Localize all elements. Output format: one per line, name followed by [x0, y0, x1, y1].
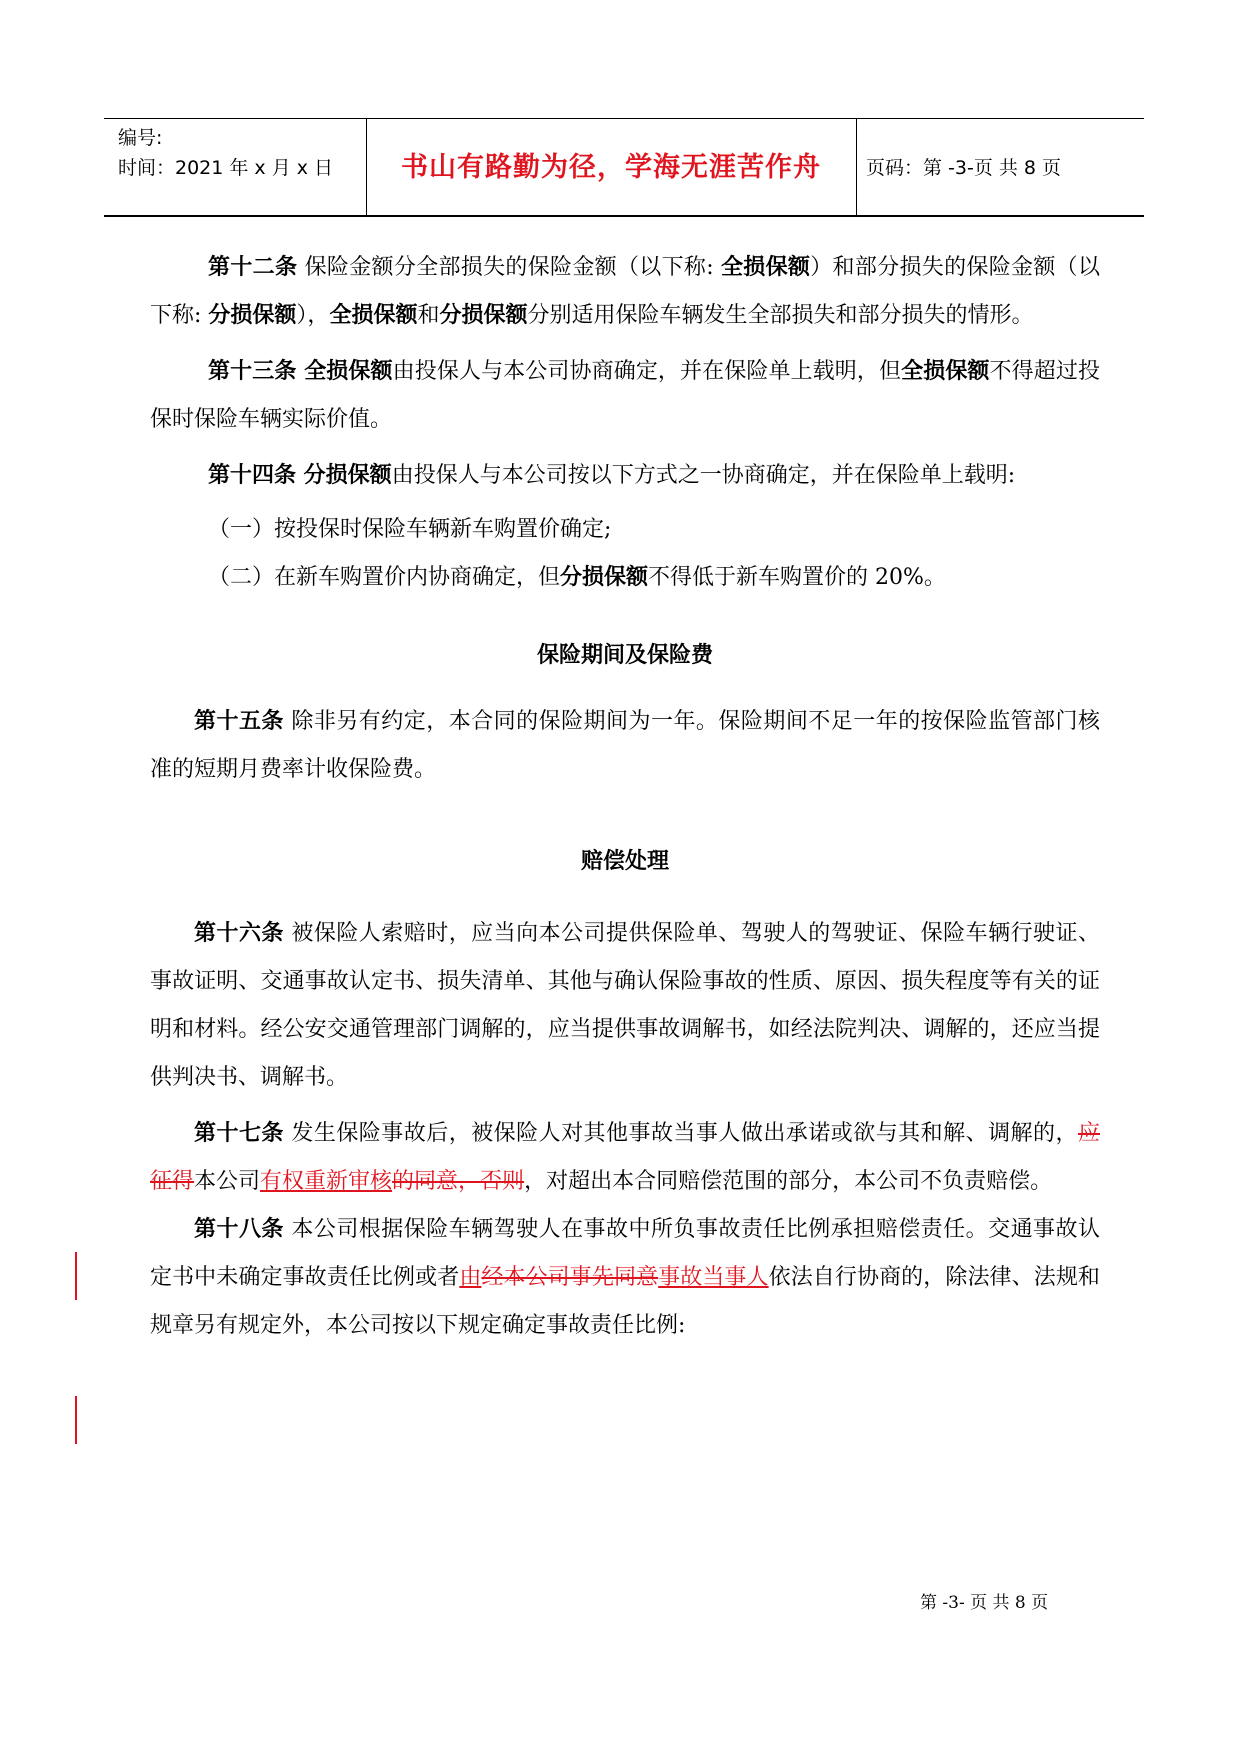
article-text: （二）在新车购置价内协商确定，但	[208, 565, 561, 590]
article-text: 发生保险事故后，被保险人对其他事故当事人做出承诺或欲与其和解、调解的，	[283, 1121, 1078, 1146]
article-14	[150, 452, 1100, 500]
article-text: ），	[296, 303, 330, 328]
article-text: 被保险人索赔时，应当向本公司提供保险单、驾驶人的驾驶证、保险车辆行驶证、事故证明、交通事故认定书、损失清单、其他与确认保险事故的性质、原因、损失程度等有关的证明和材料。经公安交通管理部门调解的，应当提供事故调解书，如经法院判决、调解的，还应当提供判决书、调解书。	[150, 921, 1100, 1090]
article-number: 第十二条	[208, 255, 298, 280]
article-number: 第十四条	[208, 463, 297, 488]
defined-term: 分损保额	[439, 303, 528, 328]
defined-term: 全损保额	[720, 255, 811, 280]
deleted-text: 经本公司事先同意	[481, 1265, 659, 1290]
article-text: 除非另有约定，本合同的保险期间为一年。保险期间不足一年的按保险监管部门核准的短期月费率计收保险费。	[150, 709, 1100, 782]
article-text: 不得低于新车购置价的 20%。	[648, 565, 946, 590]
deleted-text: 应征得	[150, 1121, 1100, 1194]
article-number: 第十三条	[208, 359, 297, 384]
inserted-text: 有权重新审核	[260, 1169, 393, 1194]
header-meta	[118, 123, 333, 183]
header-divider	[366, 119, 367, 215]
defined-term: 分损保额	[208, 303, 297, 328]
article-text: 和	[417, 303, 440, 328]
article-text: ）和部分损失的保险金额（以下称:	[150, 255, 1100, 328]
revision-bar	[75, 1252, 77, 1300]
article-18	[150, 1206, 1100, 1350]
article-12	[150, 244, 1100, 340]
inserted-text: 由	[459, 1265, 482, 1290]
section-heading: 赔偿处理	[580, 849, 669, 874]
article-text: 不得超过投保时保险车辆实际价值。	[150, 359, 1100, 432]
article-text: 分别适用保险车辆发生全部损失和部分损失的情形。	[527, 303, 1034, 328]
article-14-item-1: （一）按投保时保险车辆新车购置价确定;	[208, 517, 612, 542]
article-number: 第十七条	[194, 1121, 284, 1146]
article-number: 第十八条	[194, 1217, 284, 1242]
article-15	[150, 698, 1100, 794]
revision-bar	[75, 1396, 77, 1444]
deleted-text: 的同意，否则	[392, 1169, 525, 1194]
defined-term: 分损保额	[560, 565, 649, 590]
article-text: ，对超出本合同赔偿范围的部分，本公司不负责赔偿。	[524, 1169, 1053, 1194]
number-label: 编号:	[118, 127, 163, 149]
header-motto: 书山有路勤为径，学海无涯苦作舟	[401, 152, 821, 183]
document-body	[150, 244, 1100, 1350]
article-14-item-2	[150, 554, 1100, 602]
article-13	[150, 348, 1100, 444]
article-text: 由投保人与本公司按以下方式之一协商确定，并在保险单上载明:	[391, 463, 1016, 488]
article-16	[150, 910, 1100, 1102]
article-text: 依法自行协商的，除法律、法规和规章另有规定外，本公司按以下规定确定事故责任比例:	[150, 1265, 1100, 1338]
defined-term: 全损保额	[901, 359, 990, 384]
header-page-label: 页码：第 -3-页 共 8 页	[866, 157, 1062, 179]
defined-term: 分损保额	[296, 463, 392, 488]
article-text: 本公司	[194, 1169, 261, 1194]
section-heading: 保险期间及保险费	[536, 643, 713, 668]
header-divider	[856, 119, 857, 215]
inserted-text: 事故当事人	[658, 1265, 769, 1290]
time-label: 时间：2021 年 x 月 x 日	[118, 157, 334, 179]
defined-term: 全损保额	[296, 359, 393, 384]
page-footer: 第 -3- 页 共 8 页	[920, 1593, 1049, 1613]
page-header	[104, 118, 1144, 217]
article-number: 第十六条	[194, 921, 284, 946]
article-text: 本公司根据保险车辆驾驶人在事故中所负事故责任比例承担赔偿责任。交通事故认定书中未确定事故责任比例或者	[150, 1217, 1100, 1290]
article-text: 保险金额分全部损失的保险金额（以下称:	[297, 255, 721, 280]
article-number: 第十五条	[194, 709, 284, 734]
article-text: 由投保人与本公司协商确定，并在保险单上载明，但	[392, 359, 902, 384]
article-17	[150, 1110, 1100, 1206]
defined-term: 全损保额	[329, 303, 418, 328]
